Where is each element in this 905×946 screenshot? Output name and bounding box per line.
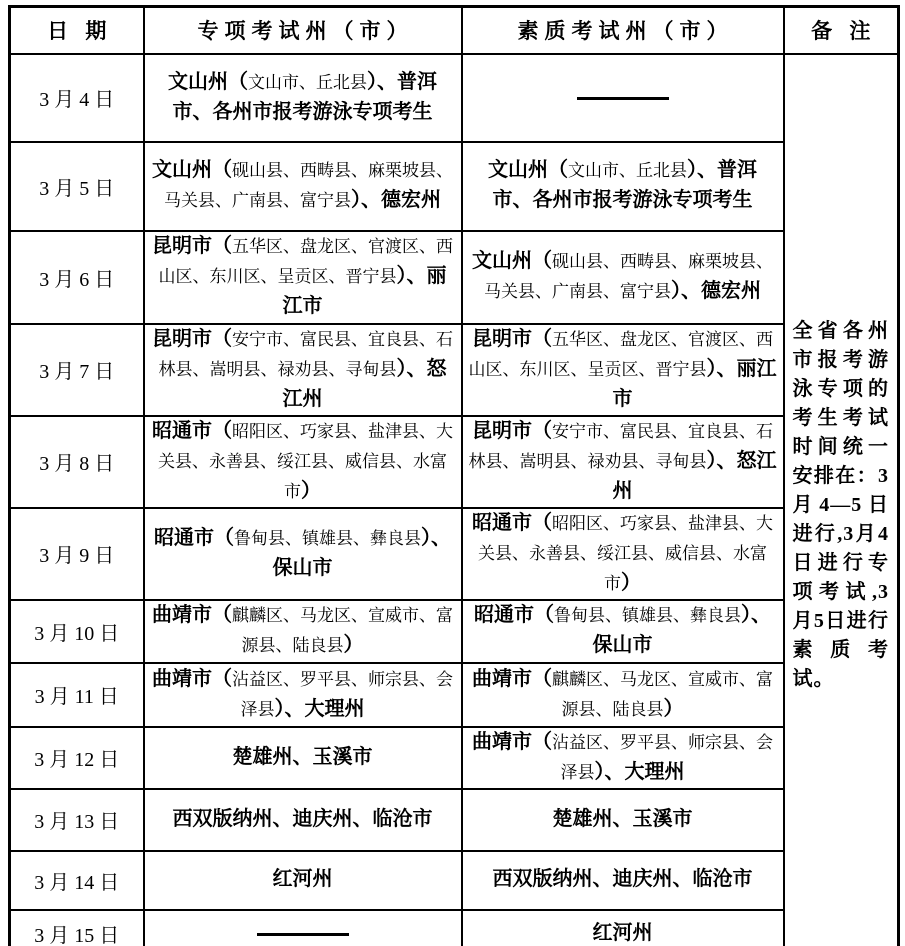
- region-name-strong: 曲靖市（: [472, 730, 552, 753]
- col-header-remark: 备 注: [784, 7, 899, 54]
- table-row: [10, 663, 899, 727]
- county-list-sub: 砚山县、西畴县、麻栗坡县、马关县、广南县、富宁县: [164, 161, 453, 210]
- exam-schedule-table: [8, 5, 900, 946]
- region-name-strong: 西双版纳州、迪庆州、临沧市: [492, 868, 753, 890]
- date-cell: 3 月 9 日: [10, 508, 144, 600]
- region-name-strong: 曲靖市（: [152, 667, 232, 690]
- special-exam-cell: [144, 54, 462, 142]
- region-name-strong: 文山州（: [472, 250, 552, 272]
- county-list-sub: 文山市、丘北县: [568, 161, 687, 180]
- quality-exam-cell: [462, 727, 784, 789]
- region-name-strong: 文山州（: [152, 159, 232, 181]
- date-cell: 3 月 10 日: [10, 600, 144, 663]
- region-name-strong: 文山州（: [168, 70, 248, 93]
- remark-text: 全省各州市报考游泳专项的考生考试时间统一安排在：3月4—5日进行,3月4日进行专项考试,3月5日进行素质考试。: [792, 320, 889, 691]
- quality-exam-cell: [462, 324, 784, 416]
- region-name-strong: ）、普洱市、各州市报考游泳专项考生: [172, 70, 437, 123]
- table-row: [10, 600, 899, 663]
- date-cell: 3 月 15 日: [10, 910, 144, 946]
- county-list-sub: 沾益区、罗平县、师宗县、会泽县: [232, 669, 453, 719]
- date-cell: 3 月 7 日: [10, 324, 144, 416]
- county-list-sub: 安宁市、富民县、宜良县、石林县、嵩明县、禄劝县、寻甸县: [158, 329, 453, 379]
- table-row: [10, 508, 899, 600]
- quality-exam-cell: [462, 142, 784, 231]
- special-exam-cell: [144, 851, 462, 910]
- region-name-strong: 昭通市（: [152, 419, 232, 442]
- quality-exam-cell: [462, 54, 784, 142]
- special-exam-cell: [144, 727, 462, 789]
- table-row: [10, 789, 899, 851]
- region-name-strong: 昆明市（: [472, 419, 552, 442]
- region-name-strong: 楚雄州、玉溪市: [232, 745, 373, 768]
- table-row: [10, 324, 899, 416]
- county-list-sub: 沾益区、罗平县、师宗县、会泽县: [552, 732, 773, 782]
- region-name-strong: 昆明市（: [152, 235, 232, 257]
- table-row: [10, 851, 899, 910]
- region-name-strong: ）: [343, 634, 364, 656]
- special-exam-cell: [144, 910, 462, 946]
- table-row: [10, 231, 899, 324]
- date-cell: 3 月 14 日: [10, 851, 144, 910]
- county-list-sub: 昭阳区、巧家县、盐津县、大关县、永善县、绥江县、威信县、水富市: [158, 421, 453, 501]
- special-exam-cell: [144, 600, 462, 663]
- quality-exam-cell: [462, 851, 784, 910]
- region-name-strong: 昭通市（: [474, 604, 554, 626]
- region-name-strong: ）、普洱市、各州市报考游泳专项考生: [492, 159, 757, 211]
- date-cell: 3 月 13 日: [10, 789, 144, 851]
- quality-exam-cell: [462, 663, 784, 727]
- header-row: [10, 7, 899, 54]
- county-list-sub: 鲁甸县、镇雄县、彝良县: [234, 528, 421, 548]
- quality-exam-cell: [462, 231, 784, 324]
- quality-exam-cell: [462, 508, 784, 600]
- region-name-strong: ）: [621, 571, 641, 594]
- quality-exam-cell: [462, 416, 784, 508]
- region-name-strong: ）、保山市: [272, 526, 451, 579]
- table-body: [10, 54, 899, 946]
- special-exam-cell: [144, 324, 462, 416]
- region-name-strong: 昆明市（: [152, 327, 232, 350]
- region-name-strong: ）、丽江市: [282, 265, 447, 317]
- region-name-strong: ）、德宏州: [671, 280, 761, 302]
- col-header-special-exam: 专项考试州（市）: [144, 7, 462, 54]
- remark-cell: [784, 54, 899, 946]
- region-name-strong: ）、德宏州: [351, 189, 441, 211]
- county-list-sub: 文山市、丘北县: [248, 72, 367, 92]
- region-name-strong: 文山州（: [488, 159, 568, 181]
- table-row: [10, 910, 899, 946]
- table-row: [10, 416, 899, 508]
- special-exam-cell: [144, 416, 462, 508]
- region-name-strong: 昭通市（: [154, 526, 234, 549]
- date-cell: 3 月 12 日: [10, 727, 144, 789]
- region-name-strong: ）、丽江市: [612, 357, 777, 410]
- county-list-sub: 麒麟区、马龙区、宣威市、富源县、陆良县: [232, 606, 453, 655]
- region-name-strong: 楚雄州、玉溪市: [552, 807, 693, 830]
- date-cell: 3 月 8 日: [10, 416, 144, 508]
- col-header-date: 日 期: [10, 7, 144, 54]
- special-exam-cell: [144, 231, 462, 324]
- county-list-sub: 鲁甸县、镇雄县、彝良县: [554, 606, 741, 625]
- county-list-sub: 安宁市、富民县、宜良县、石林县、嵩明县、禄劝县、寻甸县: [468, 421, 773, 471]
- region-name-strong: ）、保山市: [592, 604, 771, 656]
- region-name-strong: 曲靖市（: [472, 667, 552, 690]
- region-name-strong: 红河州: [272, 868, 333, 890]
- region-name-strong: ）、怒江州: [612, 449, 777, 502]
- special-exam-cell: [144, 789, 462, 851]
- date-cell: 3 月 4 日: [10, 54, 144, 142]
- region-name-strong: 红河州: [592, 921, 653, 944]
- quality-exam-cell: [462, 789, 784, 851]
- region-name-strong: ）、大理州: [274, 697, 365, 720]
- region-name-strong: 昆明市（: [472, 327, 552, 350]
- region-name-strong: 昭通市（: [472, 511, 552, 534]
- table-row: [10, 142, 899, 231]
- special-exam-cell: [144, 508, 462, 600]
- county-list-sub: 五华区、盘龙区、官渡区、西山区、东川区、呈贡区、晋宁县: [468, 329, 773, 379]
- special-exam-cell: [144, 663, 462, 727]
- county-list-sub: 五华区、盘龙区、官渡区、西山区、东川区、呈贡区、晋宁县: [158, 237, 453, 286]
- special-exam-cell: [144, 142, 462, 231]
- quality-exam-cell: [462, 600, 784, 663]
- region-name-strong: 西双版纳州、迪庆州、临沧市: [172, 807, 433, 830]
- region-name-strong: ）: [663, 697, 684, 720]
- empty-dash: [257, 933, 349, 936]
- region-name-strong: 曲靖市（: [152, 604, 232, 626]
- table-header: [10, 7, 899, 54]
- county-list-sub: 麒麟区、马龙区、宣威市、富源县、陆良县: [552, 669, 773, 719]
- table-row: [10, 54, 899, 142]
- table-row: [10, 727, 899, 789]
- col-header-quality-exam: 素质考试州（市）: [462, 7, 784, 54]
- region-name-strong: ）、怒江州: [282, 357, 447, 410]
- quality-exam-cell: [462, 910, 784, 946]
- county-list-sub: 昭阳区、巧家县、盐津县、大关县、永善县、绥江县、威信县、水富市: [478, 513, 773, 593]
- region-name-strong: ）、大理州: [594, 760, 685, 783]
- county-list-sub: 砚山县、西畴县、麻栗坡县、马关县、广南县、富宁县: [484, 252, 773, 301]
- date-cell: 3 月 11 日: [10, 663, 144, 727]
- date-cell: 3 月 6 日: [10, 231, 144, 324]
- region-name-strong: ）: [301, 479, 321, 502]
- empty-dash: [577, 97, 669, 100]
- date-cell: 3 月 5 日: [10, 142, 144, 231]
